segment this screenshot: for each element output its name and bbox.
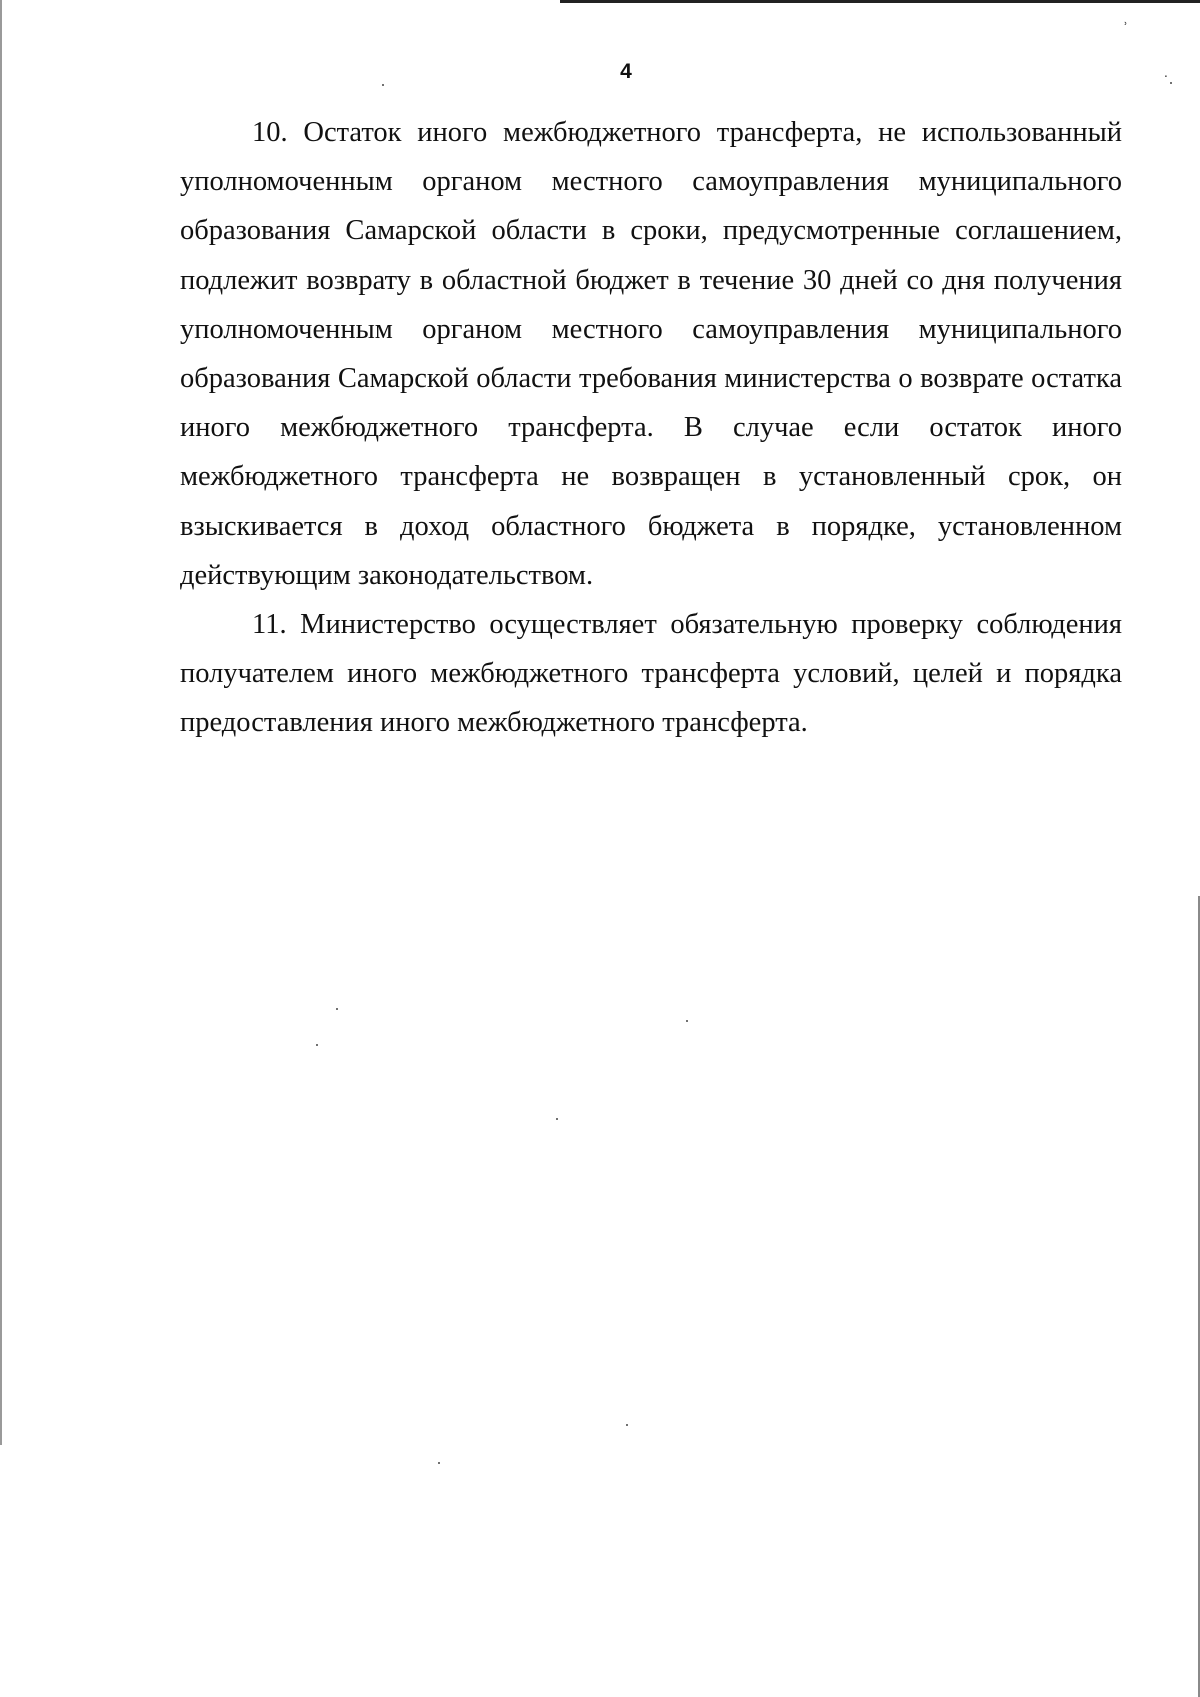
- scan-artifact-mark: ʾ: [1124, 20, 1128, 34]
- document-body: [180, 108, 1122, 748]
- scan-left-edge: [0, 0, 2, 1445]
- scan-speck: [686, 1020, 688, 1022]
- page-number: [0, 60, 1200, 84]
- page-number-text: 4: [620, 60, 632, 83]
- scan-speck: [336, 1008, 338, 1010]
- paragraph-11: 11. Министерство осуществляет обязательную проверку соблюдения получателем иного межбюджетного трансферта условий, целей и порядка предоставления иного межбюджетного трансферта.: [180, 609, 1122, 739]
- scan-speck: [626, 1424, 628, 1426]
- scan-speck: [316, 1044, 318, 1046]
- paragraph-10: 10. Остаток иного межбюджетного трансферта, не использованный уполномоченным органом местного самоуправления муниципального образования Самарской области в сроки, предусмотренные соглашением, подлежит возврату в областной бюджет в течение 30 дней со дня получения уполномоченным органом местного самоуправления муниципального образования Самарской области требования министерства о возврате остатка иного межбюджетного трансферта. В случае если остаток иного межбюджетного трансферта не возвращен в установленный срок, он взыскивается в доход областного бюджета в порядке, установленном действующим законодательством.: [180, 117, 1122, 591]
- scan-artifact-mark: ‧: [1164, 70, 1168, 84]
- scan-speck: [438, 1462, 440, 1464]
- scan-speck: [556, 1118, 558, 1120]
- scan-top-border: [560, 0, 1200, 3]
- scan-speck: [382, 84, 384, 86]
